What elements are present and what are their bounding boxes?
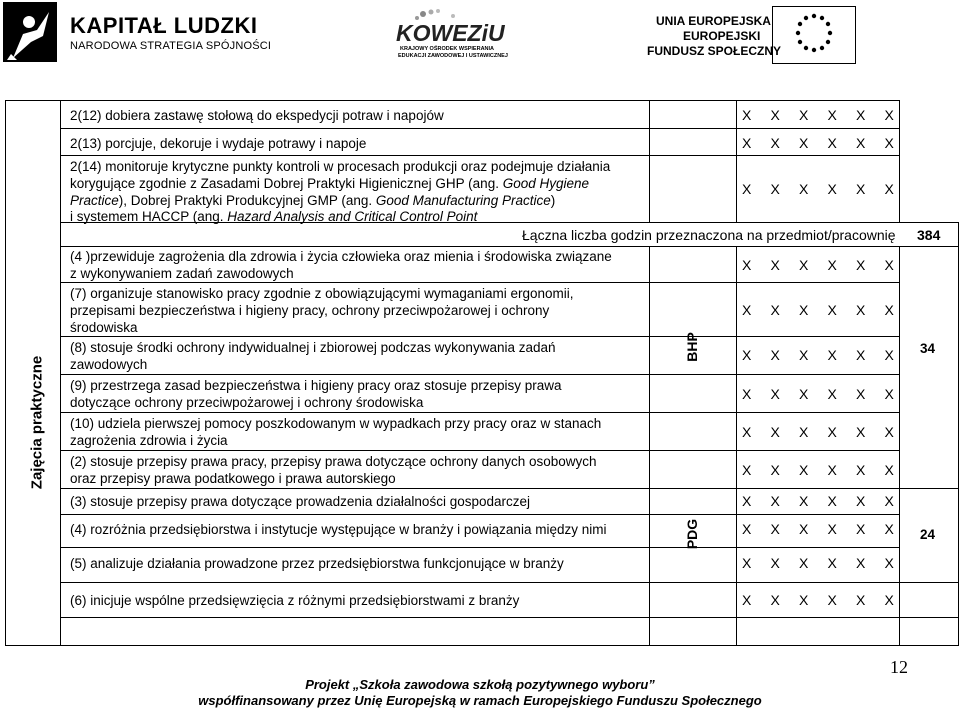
pdg-row-2-marks: X X X X X X xyxy=(742,462,894,478)
koweziu-name: KOWEZiU xyxy=(396,20,505,46)
row-2-12-text: 2(12) dobiera zastawę stołową do ekspedycji potraw i napojów xyxy=(70,108,444,123)
eu-flag-icon xyxy=(772,6,856,64)
pdg-row-6: (6) inicjuje wspólne przedsięwzięcia z różnymi przedsiębiorstwami z branży xyxy=(70,593,520,608)
pdg-row-4-marks: X X X X X X xyxy=(742,521,894,537)
pdg-row-4: (4) rozróżnia przedsiębiorstwa i instytucje występujące w branży i powiązania między nimi xyxy=(70,522,607,537)
section-label: Zajęcia praktyczne xyxy=(28,355,46,490)
bhp-row-line: zawodowych xyxy=(70,357,148,372)
bhp-row-9-marks: X X X X X X xyxy=(742,386,894,402)
bhp-row-line: (10) udziela pierwszej pomocy poszkodowanym w wypadkach przy pracy oraz w stanach xyxy=(70,416,602,431)
header-logos xyxy=(0,0,960,72)
bhp-row-8 xyxy=(70,339,556,373)
pdg-row-2 xyxy=(70,453,597,487)
page-number: 12 xyxy=(890,657,908,677)
bhp-row-10 xyxy=(70,415,601,449)
row-2-13-text: 2(13) porcjuje, dekoruje i wydaje potrawy i napoje xyxy=(70,136,367,151)
bhp-row-line: (9) przestrzega zasad bezpieczeństwa i higieny pracy oraz stosuje przepisy prawa xyxy=(70,378,562,393)
row-2-13-marks: X X X X X X xyxy=(742,135,894,151)
bhp-row-10-marks: X X X X X X xyxy=(742,424,894,440)
pdg-row-line: (2) stosuje przepisy prawa pracy, przepisy prawa dotyczące ochrony danych osobowych xyxy=(70,454,597,469)
bhp-row-line: (7) organizuje stanowisko pracy zgodnie z obowiązującymi wymaganiami ergonomii, xyxy=(70,286,574,301)
koweziu-sub2: EDUKACJI ZAWODOWEJ I USTAWICZNEJ xyxy=(398,53,508,59)
row-2-12-marks: X X X X X X xyxy=(742,107,894,123)
bhp-row-line: (8) stosuje środki ochrony indywidualnej i zbiorowej podczas wykonywania zadań xyxy=(70,340,556,355)
total-value: 384 xyxy=(917,227,941,243)
total-label: Łączna liczba godzin przeznaczona na przedmiot/pracownię xyxy=(522,227,896,243)
bhp-row-7-marks: X X X X X X xyxy=(742,302,894,318)
pdg-row-3: (3) stosuje przepisy prawa dotyczące prowadzenia działalności gospodarczej xyxy=(70,494,530,509)
footer-line-2: współfinansowany przez Unię Europejską w ramach Europejskiego Funduszu Społecznego xyxy=(198,693,762,708)
pdg-row-6-marks: X X X X X X xyxy=(742,592,894,608)
pdg-row-3-marks: X X X X X X xyxy=(742,493,894,509)
footer-line-1: Projekt „Szkoła zawodowa szkołą pozytywnego wyboru” xyxy=(305,677,655,692)
pdg-row-5: (5) analizuje działania prowadzone przez przedsiębiorstwa funkcjonujące w branży xyxy=(70,556,564,571)
bhp-row-4-marks: X X X X X X xyxy=(742,257,894,273)
koweziu-sub1: KRAJOWY OŚRODEK WSPIERANIA xyxy=(400,46,495,52)
row-2-14-line: korygujące zgodnie z Zasadami Dobrej Praktyki Higienicznej GHP (ang. Good Hygiene xyxy=(70,176,590,191)
bhp-row-line: dotyczące ochrony przeciwpożarowej i ochrony środowiska xyxy=(70,395,424,410)
row-2-14-line: i systemem HACCP (ang. Hazard Analysis and Critical Control Point xyxy=(70,209,478,224)
bhp-row-8-marks: X X X X X X xyxy=(742,347,894,363)
ue-line1: UNIA EUROPEJSKA xyxy=(656,14,771,28)
pdg-row-line: oraz przepisy prawa podatkowego i prawa autorskiego xyxy=(70,471,396,486)
row-2-14-line: Practice), Dobrej Praktyki Produkcyjnej GMP (ang. Good Manufacturing Practice) xyxy=(70,193,556,208)
pdg-hours: 24 xyxy=(920,527,936,542)
ue-line3: FUNDUSZ SPOŁECZNY xyxy=(647,44,782,58)
bhp-row-7 xyxy=(70,285,573,336)
row-2-14-marks: X X X X X X xyxy=(742,181,894,197)
bhp-row-line: przepisami bezpieczeństwa i higieny pracy, ochrony przeciwpożarowej i ochrony xyxy=(70,303,550,318)
bhp-hours: 34 xyxy=(920,341,936,356)
pdg-row-5-marks: X X X X X X xyxy=(742,555,894,571)
bhp-row-4 xyxy=(70,248,612,282)
pdg-label: PDG xyxy=(684,518,700,550)
bhp-row-line: zagrożenia zdrowia i życia xyxy=(70,433,228,448)
bhp-row-line: z wykonywaniem zadań zawodowych xyxy=(70,266,294,281)
bhp-row-line: (4 )przewiduje zagrożenia dla zdrowia i życia człowieka oraz mienia i środowiska związane xyxy=(70,249,612,264)
bhp-row-9 xyxy=(70,377,561,411)
row-2-14-line: 2(14) monitoruje krytyczne punkty kontroli w procesach produkcji oraz podejmuje działania xyxy=(70,159,611,174)
kl-title: KAPITAŁ LUDZKI xyxy=(70,13,258,38)
ue-line2: EUROPEJSKI xyxy=(683,29,761,43)
kapital-ludzki-logo-icon xyxy=(3,2,57,62)
kl-subtitle: NARODOWA STRATEGIA SPÓJNOŚCI xyxy=(70,40,272,52)
bhp-label: BHP xyxy=(684,332,700,362)
bhp-row-line: środowiska xyxy=(70,320,138,335)
